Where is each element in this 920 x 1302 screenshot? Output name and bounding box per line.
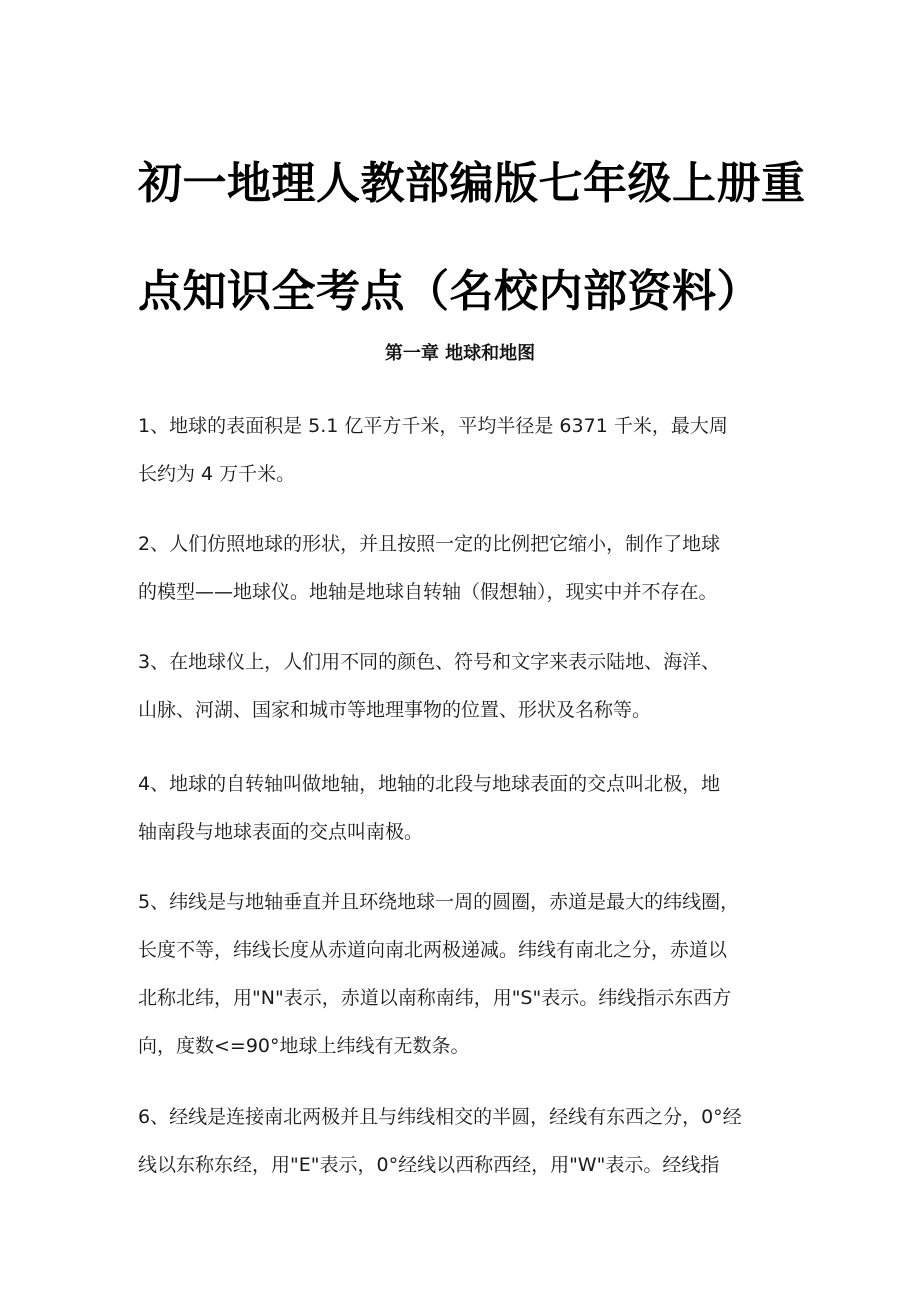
title-line-1: 初一地理人教部编版七年级上册重 (138, 158, 806, 209)
paragraph-6 (138, 1093, 798, 1189)
document-title (138, 130, 806, 346)
paragraph-line: 的模型——地球仪。地轴是地球自转轴（假想轴），现实中并不存在。 (138, 581, 718, 603)
title-line-2: 点知识全考点（名校内部资料） (138, 266, 761, 317)
paragraph-line: 山脉、河湖、国家和城市等地理事物的位置、形状及名称等。 (138, 699, 652, 721)
paragraph-line: 向，度数<=90°地球上纬线有无数条。 (138, 1035, 470, 1057)
paragraph-2 (138, 520, 798, 616)
paragraph-line: 4、地球的自转轴叫做地轴，地轴的北段与地球表面的交点叫北极，地 (138, 773, 721, 795)
paragraph-3 (138, 638, 798, 734)
paragraph-line: 1、地球的表面积是 5.1 亿平方千米，平均半径是 6371 千米，最大周 (138, 415, 728, 437)
paragraph-line: 5、纬线是与地轴垂直并且环绕地球一周的圆圈，赤道是最大的纬线圈， (138, 891, 740, 913)
paragraph-line: 2、人们仿照地球的形状，并且按照一定的比例把它缩小，制作了地球 (138, 533, 721, 555)
paragraph-line: 3、在地球仪上，人们用不同的颜色、符号和文字来表示陆地、海洋、 (138, 651, 721, 673)
paragraph-line: 北称北纬，用"N"表示，赤道以南称南纬，用"S"表示。纬线指示东西方 (138, 987, 732, 1009)
paragraph-line: 轴南段与地球表面的交点叫南极。 (138, 821, 424, 843)
paragraph-line: 6、经线是连接南北两极并且与纬线相交的半圆，经线有东西之分，0°经 (138, 1106, 742, 1128)
paragraph-line: 线以东称东经，用"E"表示，0°经线以西称西经，用"W"表示。经线指 (138, 1154, 720, 1176)
paragraph-5 (138, 878, 798, 1070)
paragraph-line: 长度不等，纬线长度从赤道向南北两极递减。纬线有南北之分，赤道以 (138, 939, 728, 961)
paragraph-line: 长约为 4 万千米。 (138, 463, 296, 485)
paragraph-1 (138, 402, 798, 498)
paragraph-4 (138, 760, 798, 856)
chapter-heading: 第一章 地球和地图 (384, 343, 536, 364)
